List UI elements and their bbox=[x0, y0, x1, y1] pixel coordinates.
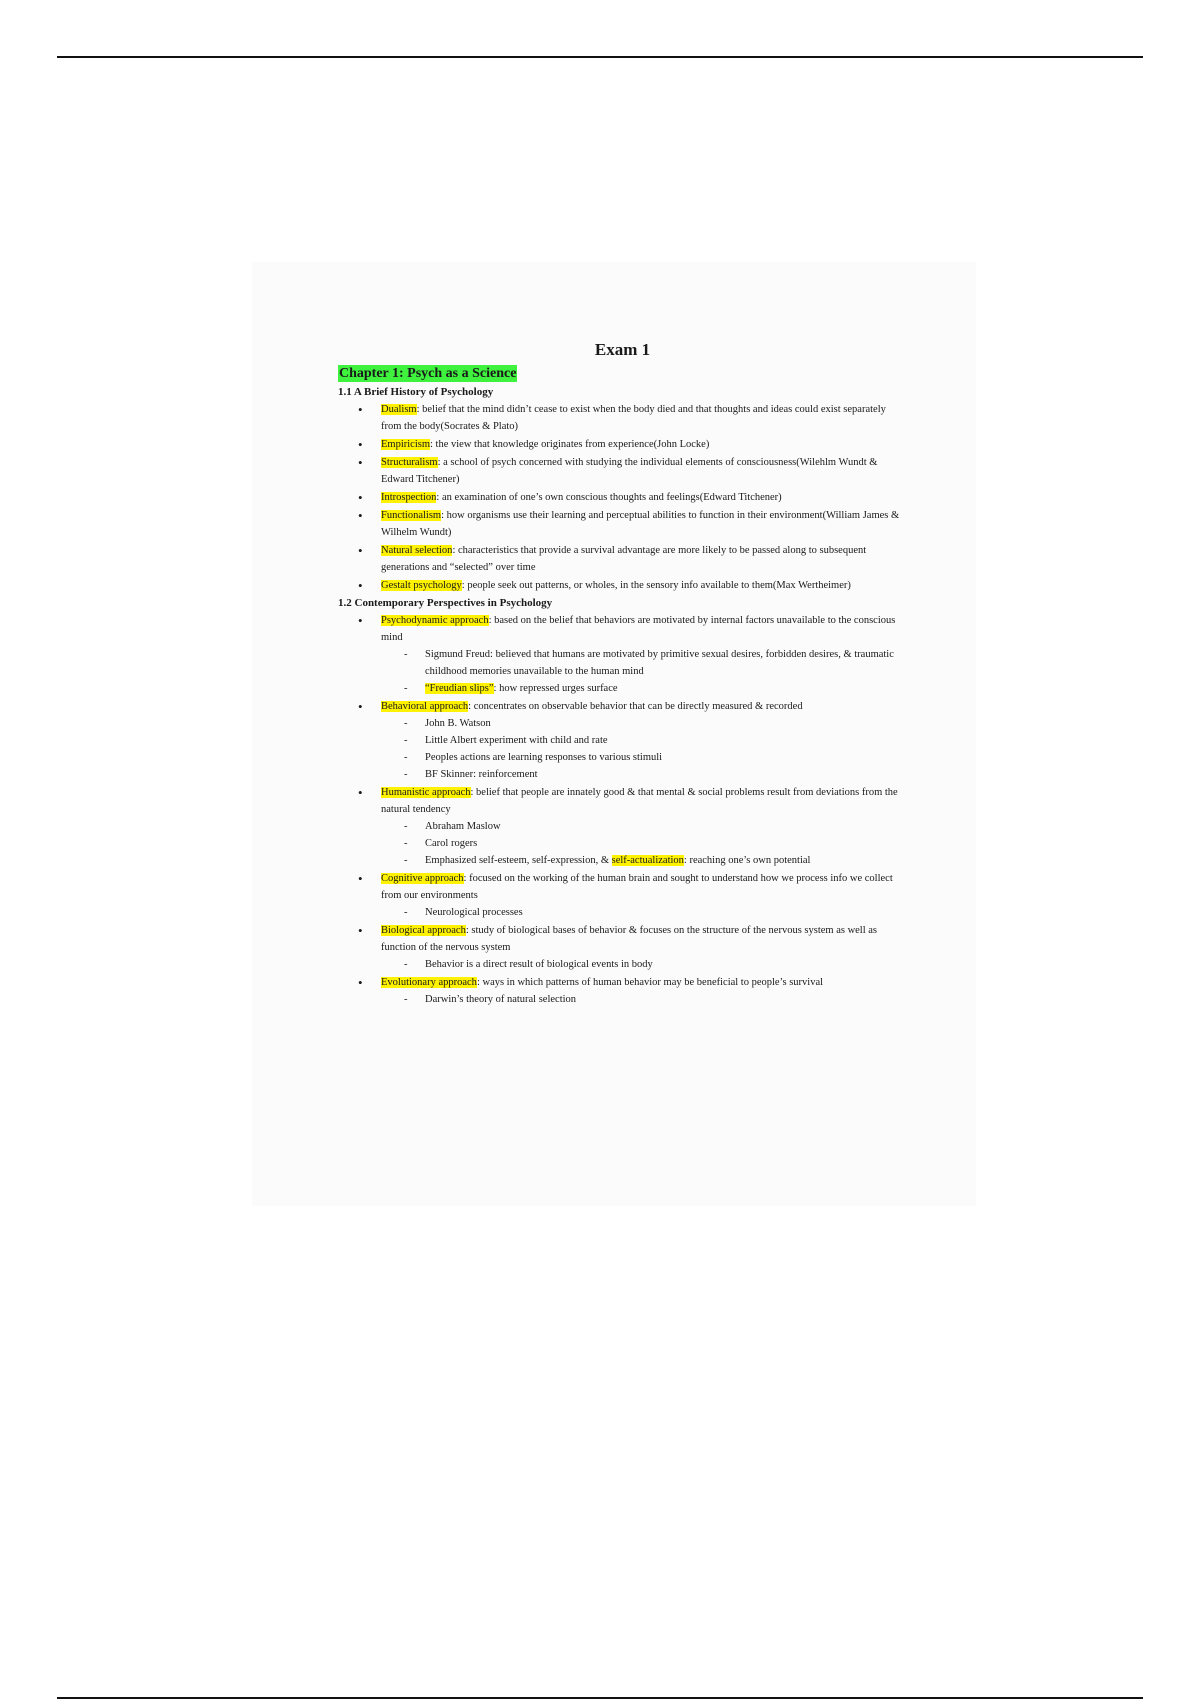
highlighted-term: Humanistic approach bbox=[381, 787, 471, 798]
sub-item-text: John B. Watson bbox=[425, 718, 491, 729]
sub-list bbox=[381, 715, 903, 783]
sub-item bbox=[404, 904, 903, 921]
sub-list bbox=[381, 646, 903, 697]
sub-item-text: : how repressed urges surface bbox=[493, 683, 618, 694]
bullet-item bbox=[358, 612, 903, 697]
term-definition: : study of biological bases of behavior & focuses on the structure of the nervous system as well as function of the nervous system bbox=[381, 925, 878, 953]
bullet-item bbox=[358, 870, 903, 921]
sub-item-text: Carol rogers bbox=[425, 838, 478, 849]
term-definition: : based on the belief that behaviors are motivated by internal factors unavailable to the conscious mind bbox=[381, 615, 896, 643]
sub-item-text: Sigmund Freud: believed that humans are motivated by primitive sexual desires, forbidden desires, & traumatic childhood memories unavailable to the human mind bbox=[425, 649, 894, 677]
term-definition: : how organisms use their learning and perceptual abilities to function in their environment(William James & Wilhelm Wundt) bbox=[381, 510, 900, 538]
top-border-line bbox=[57, 56, 1143, 58]
term-definition: : concentrates on observable behavior that can be directly measured & recorded bbox=[468, 701, 803, 712]
term-definition: : a school of psych concerned with studying the individual elements of consciousness(Wilehlm Wundt & Edward Titchener) bbox=[381, 457, 878, 485]
sub-item bbox=[404, 680, 903, 697]
highlighted-term: Functionalism bbox=[381, 510, 442, 521]
sub-list bbox=[381, 818, 903, 869]
sub-item-text: Behavior is a direct result of biological events in body bbox=[425, 959, 653, 970]
bullet-item bbox=[358, 542, 903, 576]
bullet-item bbox=[358, 401, 903, 435]
sub-item-prefix: Emphasized self-esteem, self-expression, & bbox=[425, 855, 612, 866]
sub-list bbox=[381, 991, 903, 1008]
term-definition: : people seek out patterns, or wholes, in the sensory info available to them(Max Wertheimer) bbox=[461, 580, 851, 591]
bullet-item bbox=[358, 436, 903, 453]
highlighted-term: Structuralism bbox=[381, 457, 438, 468]
highlighted-term: Natural selection bbox=[381, 545, 453, 556]
highlighted-term: Empiricism bbox=[381, 439, 430, 450]
sub-item-text: Peoples actions are learning responses to various stimuli bbox=[425, 752, 663, 763]
sub-item bbox=[404, 956, 903, 973]
sections-container bbox=[338, 384, 903, 1008]
sub-item bbox=[404, 766, 903, 783]
highlighted-term: self-actualization bbox=[611, 855, 684, 866]
bullet-item bbox=[358, 974, 903, 1008]
document-content bbox=[338, 340, 903, 1009]
sub-item bbox=[404, 991, 903, 1008]
highlighted-term: Evolutionary approach bbox=[381, 977, 477, 988]
bullet-item bbox=[358, 922, 903, 973]
sub-item-text: Neurological processes bbox=[425, 907, 523, 918]
highlighted-term: Dualism bbox=[381, 404, 417, 415]
term-definition: : belief that people are innately good & that mental & social problems result from deviations from the natural tendency bbox=[381, 787, 898, 815]
bullet-item bbox=[358, 698, 903, 783]
chapter-heading: Chapter 1: Psych as a Science bbox=[339, 366, 517, 381]
sub-list bbox=[381, 956, 903, 973]
term-definition: : ways in which patterns of human behavior may be beneficial to people’s survival bbox=[476, 977, 824, 988]
sub-item-text: Abraham Maslow bbox=[425, 821, 501, 832]
sub-item-text: BF Skinner: reinforcement bbox=[425, 769, 538, 780]
bullet-item bbox=[358, 577, 903, 594]
highlighted-term: Introspection bbox=[381, 492, 437, 503]
sub-item-text: Darwin’s theory of natural selection bbox=[425, 994, 577, 1005]
bullet-item bbox=[358, 489, 903, 506]
highlighted-term: Biological approach bbox=[381, 925, 466, 936]
sub-item bbox=[404, 749, 903, 766]
sub-item bbox=[404, 646, 903, 680]
highlighted-term: Gestalt psychology bbox=[381, 580, 462, 591]
term-definition: : characteristics that provide a survival advantage are more likely to be passed along to subsequent generations and “selected” over time bbox=[381, 545, 867, 573]
bottom-border-line bbox=[57, 1697, 1143, 1699]
bullet-item bbox=[358, 507, 903, 541]
sub-item bbox=[404, 852, 903, 869]
sub-item-text: Little Albert experiment with child and rate bbox=[425, 735, 608, 746]
term-definition: : focused on the working of the human brain and sought to understand how we process info we collect from our environments bbox=[381, 873, 893, 901]
highlighted-term: Cognitive approach bbox=[381, 873, 464, 884]
sub-item-text: : reaching one’s own potential bbox=[683, 855, 811, 866]
highlighted-term: “Freudian slips” bbox=[425, 683, 494, 694]
bullet-item bbox=[358, 454, 903, 488]
highlighted-term: Behavioral approach bbox=[381, 701, 469, 712]
term-definition: : belief that the mind didn’t cease to exist when the body died and that thoughts and ideas could exist separately from the body(Socrates & Plato) bbox=[381, 404, 886, 432]
term-definition: : the view that knowledge originates from experience(John Locke) bbox=[430, 439, 710, 450]
bullet-list bbox=[338, 401, 903, 594]
sub-item bbox=[404, 835, 903, 852]
section-heading: 1.1 A Brief History of Psychology bbox=[338, 386, 494, 398]
bullet-list bbox=[338, 612, 903, 1008]
sub-item bbox=[404, 715, 903, 732]
sub-item bbox=[404, 818, 903, 835]
bullet-item bbox=[358, 784, 903, 869]
sub-list bbox=[381, 904, 903, 921]
highlighted-term: Psychodynamic approach bbox=[381, 615, 489, 626]
document-title: Exam 1 bbox=[594, 340, 651, 359]
term-definition: : an examination of one’s own conscious thoughts and feelings(Edward Titchener) bbox=[436, 492, 782, 503]
sub-item bbox=[404, 732, 903, 749]
section-heading: 1.2 Contemporary Perspectives in Psychology bbox=[338, 597, 553, 609]
